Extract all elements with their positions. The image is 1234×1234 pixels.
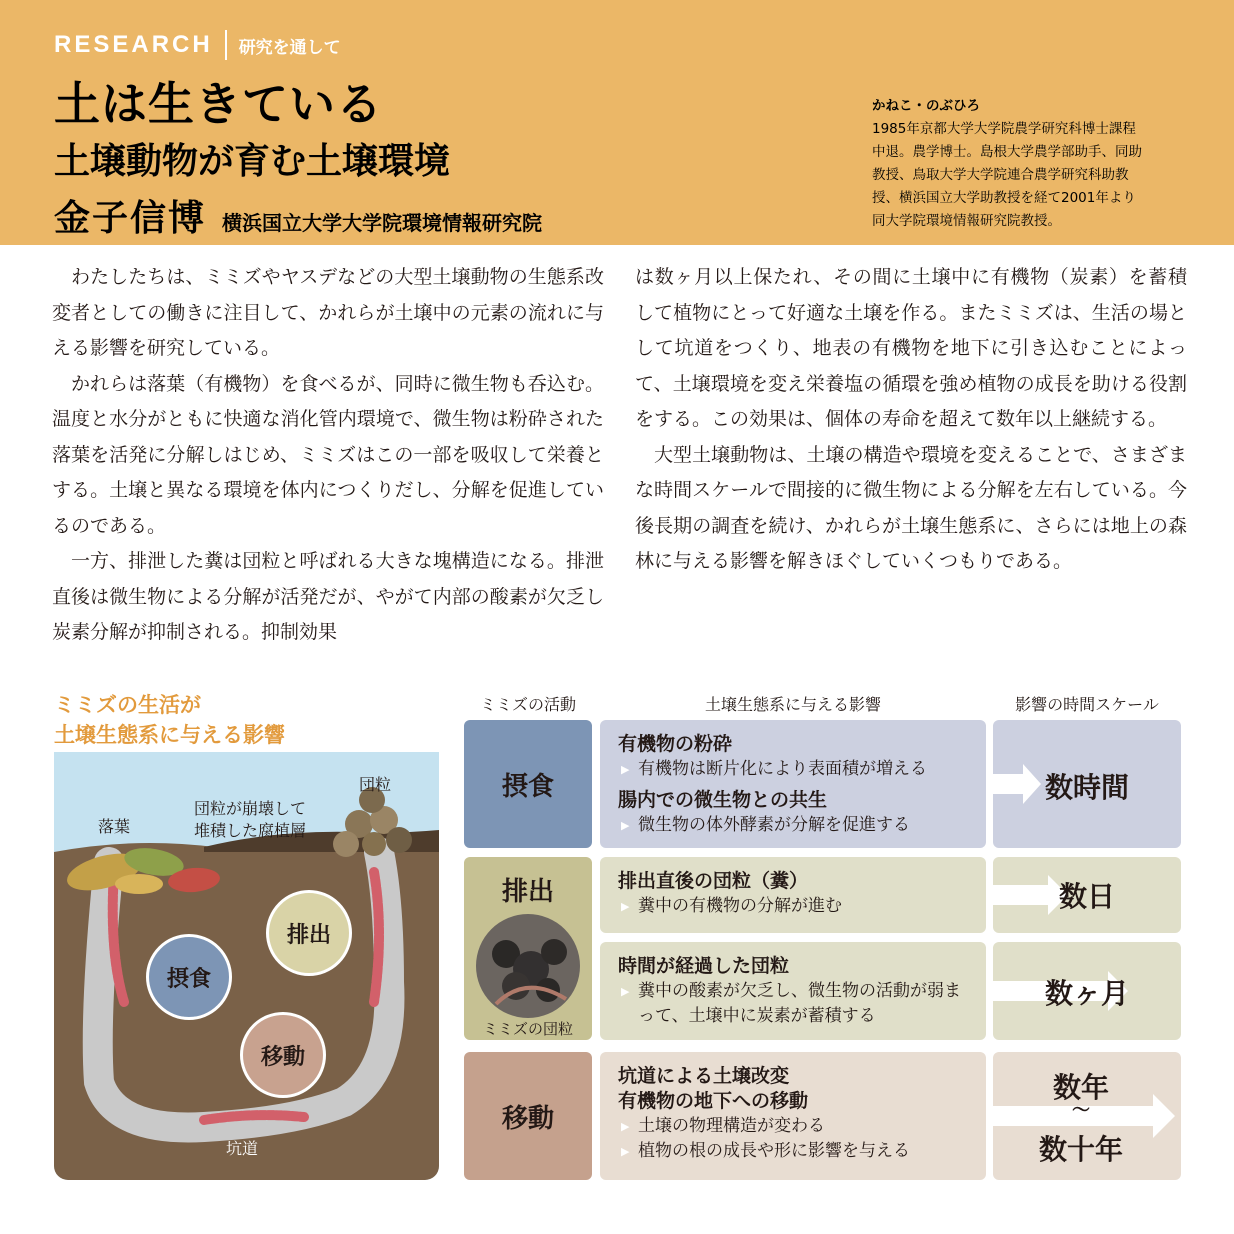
header-timescale: 影響の時間スケール <box>1015 695 1159 714</box>
effect-heading: 有機物の粉砕 <box>618 733 733 755</box>
body-paragraph: は数ヶ月以上保たれ、その間に土壌中に有機物（炭素）を蓄積して植物にとって好適な土壌を作る。またミミズは、生活の場として坑道をつくり、地表の有機物を地下に引き込むことによって、土壌環境を変え栄養塩の循環を強め植物の成長を助ける役割をする。この効果は、個体の寿命を超えて数年以上継続する。 <box>635 266 1187 430</box>
author-bio <box>872 95 1192 233</box>
timescale-years <box>993 1052 1181 1180</box>
effect-bullet: ▶ 植物の根の成長や形に影響を与える <box>618 1139 968 1164</box>
effect-movement <box>600 1052 986 1180</box>
effect-excretion-fresh <box>600 857 986 933</box>
body-paragraph: わたしたちは、ミミズやヤスデなどの大型土壌動物の生態系改変者としての働きに注目して、かれらが土壌中の元素の流れに与える影響を研究している。 <box>52 266 604 359</box>
body-paragraph: 大型土壌動物は、土壌の構造や環境を変えることで、さまざまな時間スケールで間接的に微生物による分解を左右している。今後長期の調査を続け、かれらが土壌生態系に、さらには地上の森林に与える影響を解きほぐしていくつもりである。 <box>635 443 1187 572</box>
bio-line: 教授、鳥取大学大学院連合農学研究科助教 <box>872 167 1129 183</box>
header-effect: 土壌生態系に与える影響 <box>704 695 881 714</box>
section-label-ja: 研究を通して <box>238 37 341 58</box>
bio-name: かねこ・のぶひろ <box>872 98 980 114</box>
timescale-months <box>993 942 1181 1040</box>
effect-heading: 排出直後の団粒（糞） <box>618 870 809 892</box>
page-subtitle: 土壌動物が育む土壌環境 <box>54 141 451 182</box>
effect-bullet: ▶ 糞中の酸素が欠乏し、微生物の活動が弱まって、土壌中に炭素が蓄積する <box>618 979 968 1029</box>
author-name: 金子信博 <box>54 198 207 239</box>
effect-heading: 時間が経過した団粒 <box>618 955 790 977</box>
effect-excretion-aged <box>600 942 986 1040</box>
earthworm-illustration <box>54 752 439 1180</box>
bio-line: 1985年京都大学大学院農学研究科博士課程 <box>872 121 1136 137</box>
label-aggregate: 団粒 <box>359 775 392 794</box>
section-tag <box>54 30 341 60</box>
page-title: 土は生きている <box>54 77 383 131</box>
timescale-label: 数年 <box>1052 1071 1109 1104</box>
effect-bullet: ▶ 微生物の体外酵素が分解を促進する <box>618 813 968 838</box>
author-row <box>54 190 542 241</box>
effect-bullet: ▶ 土壌の物理構造が変わる <box>618 1114 968 1139</box>
section-divider <box>225 30 227 60</box>
section-label-en: RESEARCH <box>54 31 213 58</box>
label-humus-line: 堆積した腐植層 <box>194 821 307 840</box>
figure-title <box>54 690 285 750</box>
label-humus-line: 団粒が崩壊して <box>194 799 307 818</box>
timescale-days <box>993 857 1181 933</box>
bio-line: 同大学院環境情報研究院教授。 <box>872 213 1061 229</box>
timescale-label: 数時間 <box>1044 771 1129 804</box>
photo-caption: ミミズの団粒 <box>482 1020 573 1038</box>
bio-line: 授、横浜国立大学助教授を経て2001年より <box>872 190 1136 206</box>
effect-ingestion <box>600 720 986 848</box>
bubble-movement: 移動 <box>240 1012 326 1098</box>
effect-bullet: ▶ 有機物は断片化により表面積が増える <box>618 757 968 782</box>
timescale-label: 数十年 <box>1038 1133 1123 1166</box>
activity-excretion: 排出 <box>464 857 592 1040</box>
body-paragraph: かれらは落葉（有機物）を食べるが、同時に微生物も呑込む。温度と水分がともに快適な消化管内環境で、微生物は粉砕された落葉を活発に分解しはじめ、ミミズはこの一部を吸収して栄養とする。土壌と異なる環境を体内につくりだし、分解を促進しているのである。 <box>52 372 604 537</box>
worm-cast-photo <box>476 914 580 1018</box>
figure-title-line: 土壌生態系に与える影響 <box>54 723 285 747</box>
effect-heading: 腸内での微生物との共生 <box>618 789 828 811</box>
bubble-ingestion: 摂食 <box>146 934 232 1020</box>
timescale-label: 〜 <box>1072 1100 1090 1121</box>
effect-bullet: ▶ 糞中の有機物の分解が進む <box>618 894 968 919</box>
timescale-label: 数ヶ月 <box>1044 977 1129 1010</box>
effect-heading: 有機物の地下への移動 <box>618 1090 809 1112</box>
label-humus-layer <box>194 798 306 842</box>
header-activity: ミミズの活動 <box>479 695 576 714</box>
header-banner <box>0 0 1234 245</box>
author-affiliation: 横浜国立大学大学院環境情報研究院 <box>222 211 543 235</box>
label-leaf-litter: 落葉 <box>98 817 131 836</box>
body-column-left <box>52 260 604 651</box>
label-burrow: 坑道 <box>226 1139 259 1158</box>
activity-movement: 移動 <box>464 1052 592 1180</box>
figure-title-line: ミミズの生活が <box>54 693 201 717</box>
bubble-excretion: 排出 <box>266 890 352 976</box>
body-column-right <box>635 260 1187 580</box>
timescale-hours <box>993 720 1181 848</box>
body-paragraph: 一方、排泄した糞は団粒と呼ばれる大きな塊構造になる。排泄直後は微生物による分解が活発だが、やがて内部の酸素が欠乏し炭素分解が抑制される。抑制効果 <box>52 550 604 643</box>
worm-cast-image <box>476 914 580 1018</box>
timescale-label: 数日 <box>1058 880 1115 913</box>
activity-ingestion: 摂食 <box>464 720 592 848</box>
effect-heading: 坑道による土壌改変 <box>618 1065 790 1087</box>
bio-line: 中退。農学博士。島根大学農学部助手、同助 <box>872 144 1142 160</box>
